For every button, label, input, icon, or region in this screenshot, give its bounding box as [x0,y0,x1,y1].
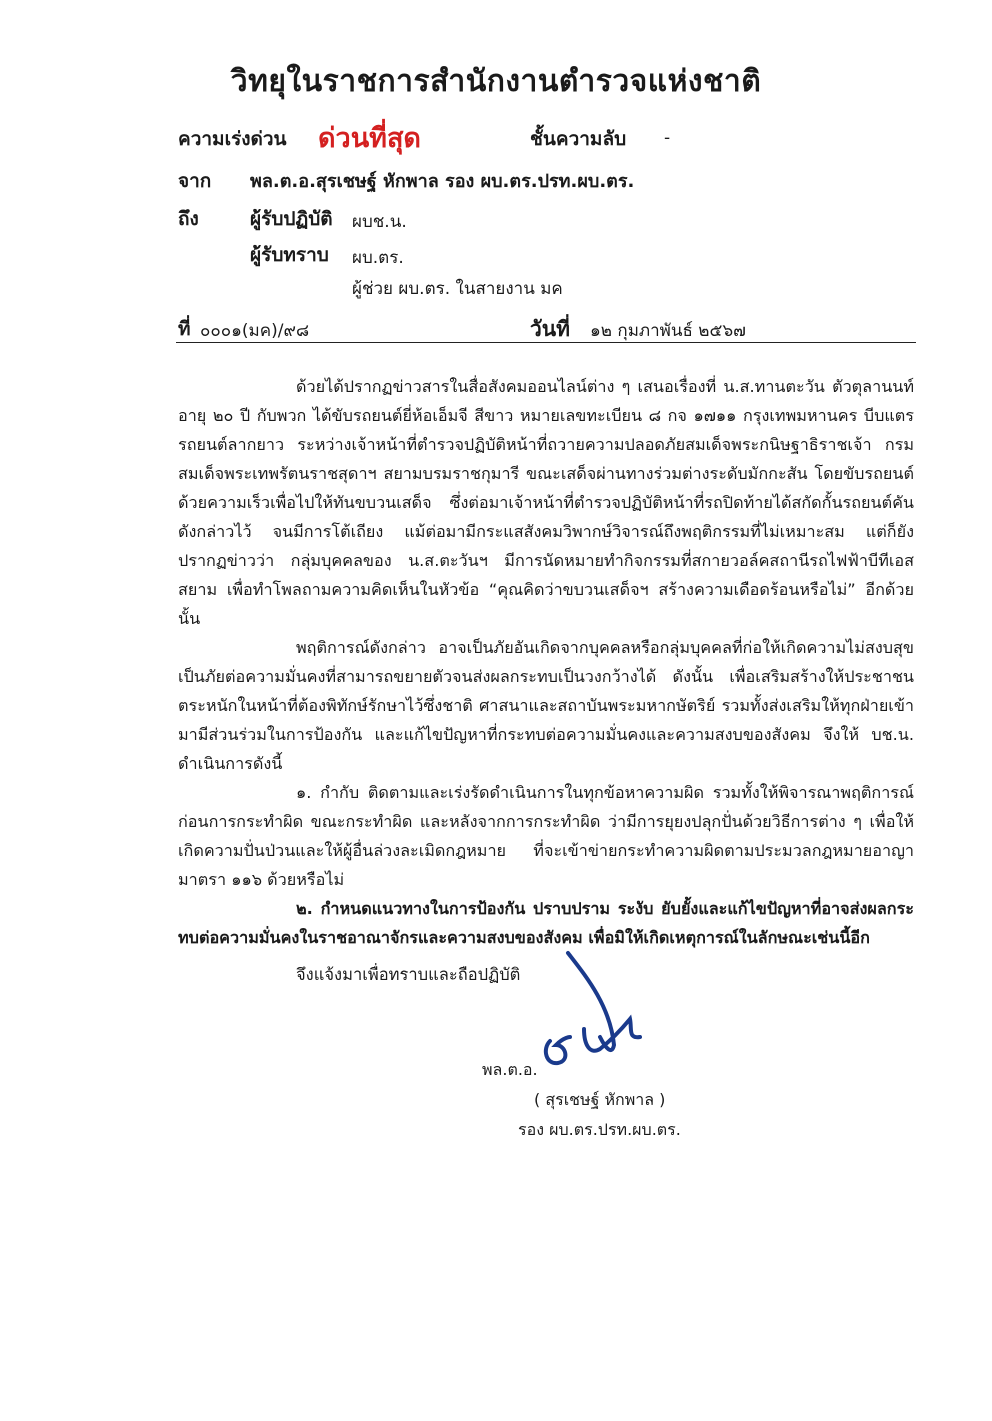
body-paragraph-1: ด้วยได้ปรากฏข่าวสารในสื่อสังคมออนไลน์ต่าง ๆ เสนอเรื่องที่ น.ส.ทานตะวัน ตัวตุลานนท์ อายุ ๒๐ ปี กับพวก ได้ขับรถยนต์ยี่ห้อเอ็มจี สีขาว หมายเลขทะเบียน ๘ กจ ๑๗๑๑ กรุงเทพมหานคร บีบแตรรถยนต์ลากยาว ระหว่างเจ้าหน้าที่ตำรวจปฏิบัติหน้าที่ถวายความปลอดภัยสมเด็จพระกนิษฐาธิราชเจ้า กรมสมเด็จพระเทพรัตนราชสุดาฯ สยามบรมราชกุมารี ขณะเสด็จผ่านทางร่วมต่างระดับมักกะสัน โดยขับรถยนต์ด้วยความเร็วเพื่อไปให้ทันขบวนเสด็จ ซึ่งต่อมาเจ้าหน้าที่ตำรวจปฏิบัติหน้าที่รถปิดท้ายได้สกัดกั้นรถยนต์คันดังกล่าวไว้ จนมีการโต้เถียง แม้ต่อมามีกระแสสังคมวิพากษ์วิจารณ์ถึงพฤติกรรมที่ไม่เหมาะสม แต่ก็ยังปรากฏข่าวว่า กลุ่มบุคคลของ น.ส.ตะวันฯ มีการนัดหมายทำกิจกรรมที่สกายวอล์คสถานีรถไฟฟ้าบีทีเอสสยาม เพื่อทำโพลถามความคิดเห็นในหัวข้อ “คุณคิดว่าขบวนเสด็จฯ สร้างความเดือดร้อนหรือไม่” อีกด้วย นั้น [178,377,914,628]
from-label: จาก [178,170,212,192]
reference-number: ๐๐๐๑(มค)/๙๘ [200,321,310,341]
secrecy-label: ชั้นความลับ [530,128,627,150]
date-value: ๑๒ กุมภาพันธ์ ๒๕๖๗ [590,321,746,341]
to-label: ถึง [178,208,199,230]
header-divider [176,342,916,343]
date-label: วันที่ [530,317,570,341]
body-paragraph-2: พฤติการณ์ดังกล่าว อาจเป็นภัยอันเกิดจากบุคคลหรือกลุ่มบุคคลที่ก่อให้เกิดความไม่สงบสุข เป็นภัยต่อความมั่นคงที่สามารถขยายตัวจนส่งผลกระทบเป็นวงกว้างได้ ดังนั้น เพื่อเสริมสร้างให้ประชาชนตระหนักในหน้าที่ต้องพิทักษ์รักษาไว้ซึ่งชาติ ศาสนาและสถาบันพระมหากษัตริย์ รวมทั้งส่งเสริมให้ทุกฝ่ายเข้ามามีส่วนร่วมในการป้องกัน และแก้ไขปัญหาที่กระทบต่อความมั่นคงและความสงบของสังคม จึงให้ บช.น. ดำเนินการดังนี้ [178,638,914,773]
urgency-value: ด่วนที่สุด [318,123,421,154]
action-recipient-value: ผบช.น. [352,212,407,232]
urgency-label: ความเร่งด่วน [178,128,287,150]
secrecy-value: - [664,128,671,148]
document-title: วิทยุในราชการสำนักงานตำรวจแห่งชาติ [230,64,762,99]
body-item-1: ๑. กำกับ ติดตามและเร่งรัดดำเนินการในทุกข้อหาความผิด รวมทั้งให้พิจารณาพฤติการณ์ก่อนการกระทำผิด ขณะกระทำผิด และหลังจากการกระทำผิด ว่ามีการยุยงปลุกปั่นด้วยวิธีการต่าง ๆ เพื่อให้เกิดความปั่นป่วนและให้ผู้อื่นล่วงละเมิดกฎหมาย ที่จะเข้าข่ายกระทำความผิดตามประมวลกฎหมายอาญา มาตรา ๑๑๖ ด้วยหรือไม่ [178,783,914,889]
handwritten-signature [540,945,650,1075]
inform-recipient-value-1: ผบ.ตร. [352,248,404,268]
reference-label: ที่ [178,318,191,340]
inform-recipient-label: ผู้รับทราบ [250,244,329,266]
signer-rank: พล.ต.อ. [482,1060,538,1079]
signer-position: รอง ผบ.ตร.ปรท.ผบ.ตร. [518,1120,681,1139]
action-recipient-label: ผู้รับปฏิบัติ [250,208,333,230]
from-value: พล.ต.อ.สุรเชษฐ์ หักพาล รอง ผบ.ตร.ปรท.ผบ.ตร. [250,171,635,192]
closing-line: จึงแจ้งมาเพื่อทราบและถือปฏิบัติ [296,965,521,984]
signer-name: ( สุรเชษฐ์ หักพาล ) [534,1090,666,1109]
body-item-2: ๒. กำหนดแนวทางในการป้องกัน ปราบปราม ระงับ ยับยั้งและแก้ไขปัญหาที่อาจส่งผลกระทบต่อความมั่นคงในราชอาณาจักรและความสงบของสังคม เพื่อมิให้เกิดเหตุการณ์ในลักษณะเช่นนี้อีก [178,899,914,947]
inform-recipient-value-2: ผู้ช่วย ผบ.ตร. ในสายงาน มค [352,279,563,299]
